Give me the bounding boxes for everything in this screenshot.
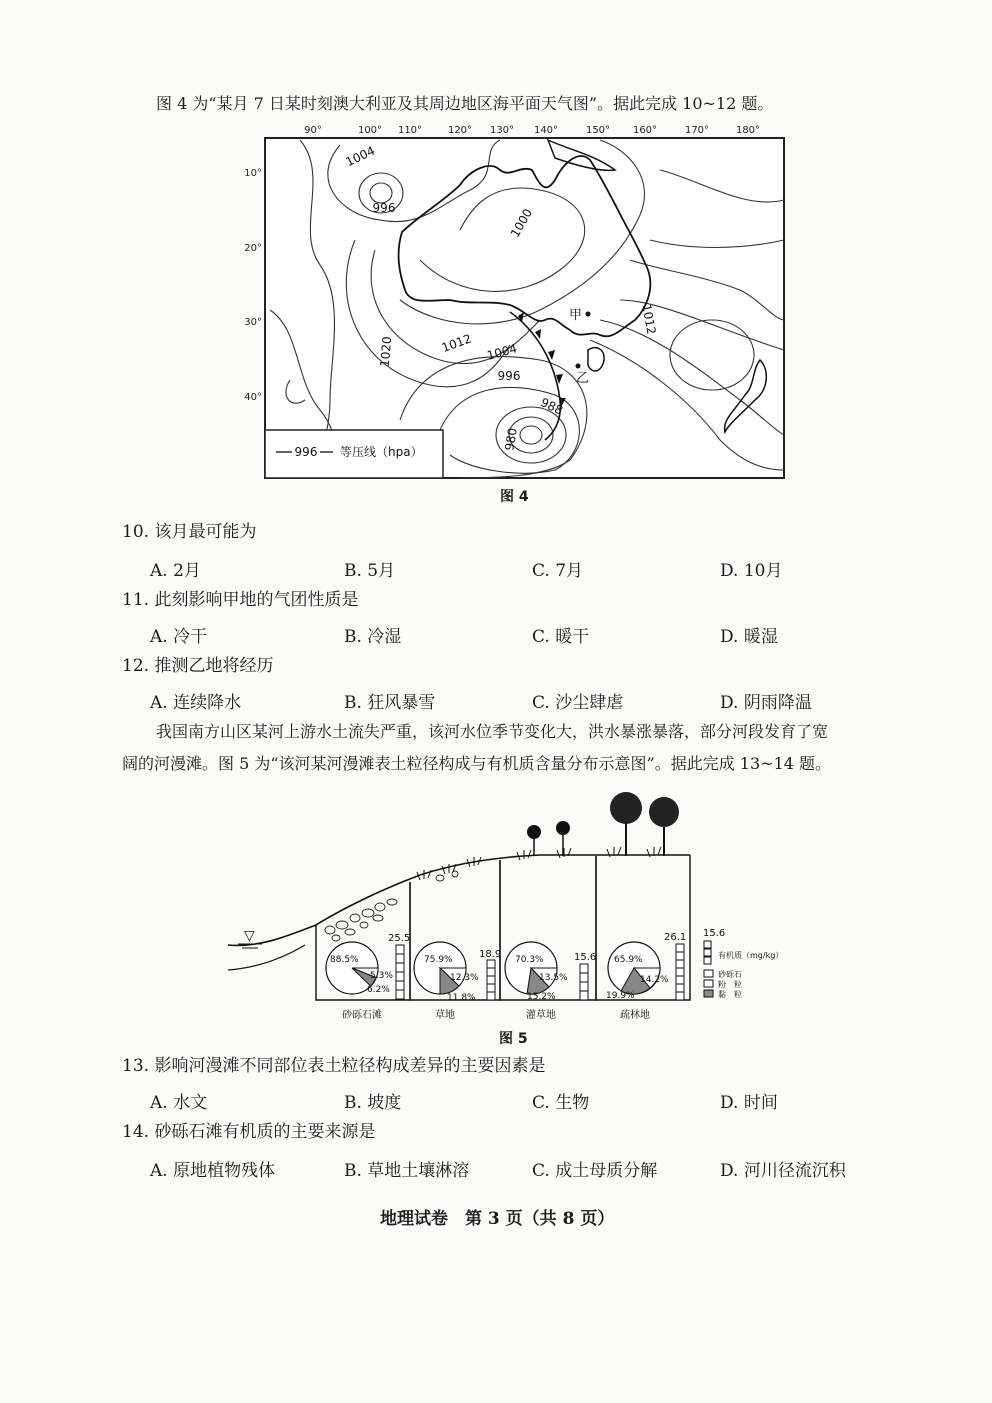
clay-pct: 11.8%	[447, 993, 476, 1003]
lon-label: 180°	[735, 125, 761, 136]
q11-option-d[interactable]: D. 暖湿	[720, 627, 778, 647]
legend-gravel: 砂砾石	[718, 970, 742, 979]
isobar-label: 996	[372, 201, 396, 215]
lon-label: 90°	[304, 125, 322, 136]
q10-stem: 10. 该月最可能为	[122, 522, 257, 542]
lon-label: 100°	[357, 125, 383, 136]
q13-option-b[interactable]: B. 坡度	[344, 1093, 402, 1113]
silt-pct: 13.5%	[539, 973, 568, 983]
isobar-label: 988	[538, 395, 566, 418]
intro-fig5-line2: 阔的河漫滩。图 5 为“该河某河漫滩表土粒径构成与有机质含量分布示意图”。据此完成 13~14 题。	[122, 754, 832, 773]
fig4-caption: 图 4	[500, 489, 529, 505]
q12-option-d[interactable]: D. 阴雨降温	[720, 693, 812, 713]
water-level-icon: ▽	[244, 928, 255, 944]
q11-option-b[interactable]: B. 冷湿	[344, 627, 402, 647]
q12-option-b[interactable]: B. 狂风暴雪	[344, 693, 436, 713]
q10-option-a[interactable]: A. 2月	[150, 561, 201, 581]
q10-option-c[interactable]: C. 7月	[532, 561, 584, 581]
silt-pct: 5.3%	[370, 971, 393, 981]
water-line	[228, 945, 305, 970]
pie-sparse-forest	[608, 942, 660, 994]
q14-option-c[interactable]: C. 成土母质分解	[532, 1161, 658, 1181]
lat-label: 10°	[244, 168, 262, 179]
gravel-pct: 75.9%	[424, 955, 453, 965]
lon-label: 150°	[585, 125, 611, 136]
zone-name: 草地	[435, 1010, 455, 1021]
q14-option-b[interactable]: B. 草地土壤淋溶	[344, 1161, 470, 1181]
lon-label: 130°	[489, 125, 515, 136]
legend-clay: 黏 粒	[718, 990, 742, 999]
zone-name: 砂砾石滩	[342, 1010, 382, 1021]
pie-grassland	[414, 942, 466, 994]
lat-label: 30°	[244, 317, 262, 328]
gravel-pct: 70.3%	[515, 955, 544, 965]
organic-value: 18.9	[479, 949, 502, 960]
legend-text: 等压线（hpa）	[340, 445, 423, 459]
isobar-label: 996	[497, 369, 521, 383]
isobar-label: 1004	[343, 143, 378, 170]
shrubs	[527, 821, 570, 856]
zone-name: 疏林地	[620, 1010, 650, 1021]
place-jia-dot	[586, 312, 591, 317]
isobar-label: 1000	[507, 206, 536, 240]
lon-label: 110°	[397, 125, 423, 136]
floodplain-diagram	[220, 785, 800, 1025]
q13-option-d[interactable]: D. 时间	[720, 1093, 778, 1113]
silt-pct: 14.2%	[640, 975, 669, 985]
lon-label: 170°	[684, 125, 710, 136]
isobar-label: 1020	[377, 335, 395, 368]
intro-fig5-line1: 我国南方山区某河上游水土流失严重，该河水位季节变化大，洪水暴涨暴落，部分河段发育了宽	[156, 722, 829, 741]
q13-option-a[interactable]: A. 水文	[150, 1093, 208, 1113]
intro-fig4: 图 4 为“某月 7 日某时刻澳大利亚及其周边地区海平面天气图”。据此完成 10~12 题。	[156, 94, 774, 113]
q14-stem: 14. 砂砾石滩有机质的主要来源是	[122, 1122, 376, 1142]
legend-value: 996	[294, 445, 318, 459]
page-footer: 地理试卷 第 3 页（共 8 页）	[380, 1209, 615, 1229]
zone-name: 灌草地	[526, 1010, 556, 1021]
q10-option-d[interactable]: D. 10月	[720, 561, 783, 581]
trees	[610, 792, 679, 856]
q11-option-a[interactable]: A. 冷干	[150, 627, 208, 647]
q11-stem: 11. 此刻影响甲地的气团性质是	[122, 590, 359, 610]
q12-option-c[interactable]: C. 沙尘肆虐	[532, 693, 624, 713]
fig5-caption: 图 5	[499, 1031, 528, 1047]
q14-option-a[interactable]: A. 原地植物残体	[150, 1161, 276, 1181]
organic-value: 25.5	[388, 933, 411, 944]
clay-pct: 6.2%	[367, 985, 390, 995]
organic-value: 15.6	[574, 952, 597, 963]
q14-option-d[interactable]: D. 河川径流沉积	[720, 1161, 846, 1181]
pebbles	[325, 871, 458, 941]
place-jia: 甲	[569, 308, 583, 323]
map-frame	[265, 138, 784, 478]
silt-pct: 12.3%	[450, 973, 479, 983]
lon-label: 160°	[632, 125, 658, 136]
gravel-pct: 65.9%	[614, 955, 643, 965]
isobar-label: 1004	[485, 341, 519, 363]
legend-organic: 有机质（mg/kg）	[718, 951, 784, 960]
isobar-label: 980	[502, 426, 520, 452]
clay-pct: 15.2%	[527, 992, 556, 1002]
isobar-label: 1012	[439, 331, 474, 356]
ground-profile	[228, 855, 690, 945]
place-yi-dot	[576, 364, 581, 369]
q11-option-c[interactable]: C. 暖干	[532, 627, 590, 647]
q13-option-c[interactable]: C. 生物	[532, 1093, 590, 1113]
lon-label: 120°	[447, 125, 473, 136]
lat-label: 20°	[244, 243, 262, 254]
q10-option-b[interactable]: B. 5月	[344, 561, 396, 581]
q12-option-a[interactable]: A. 连续降水	[150, 693, 242, 713]
fig5-legend	[703, 928, 783, 999]
lon-label: 140°	[533, 125, 559, 136]
grass	[417, 847, 661, 880]
pie-shrub-grassland	[505, 942, 557, 994]
place-yi: 乙	[576, 371, 590, 386]
clay-pct: 19.9%	[606, 991, 635, 1001]
q12-stem: 12. 推测乙地将经历	[122, 656, 274, 676]
q13-stem: 13. 影响河漫滩不同部位表土粒径构成差异的主要因素是	[122, 1056, 546, 1076]
legend-organic-value: 15.6	[703, 928, 726, 939]
weather-map	[240, 118, 795, 490]
lat-label: 40°	[244, 392, 262, 403]
isobar-label: 1012	[639, 303, 659, 336]
organic-value: 26.1	[664, 932, 687, 943]
gravel-pct: 88.5%	[330, 955, 359, 965]
legend-silt: 粉 粒	[718, 980, 742, 989]
